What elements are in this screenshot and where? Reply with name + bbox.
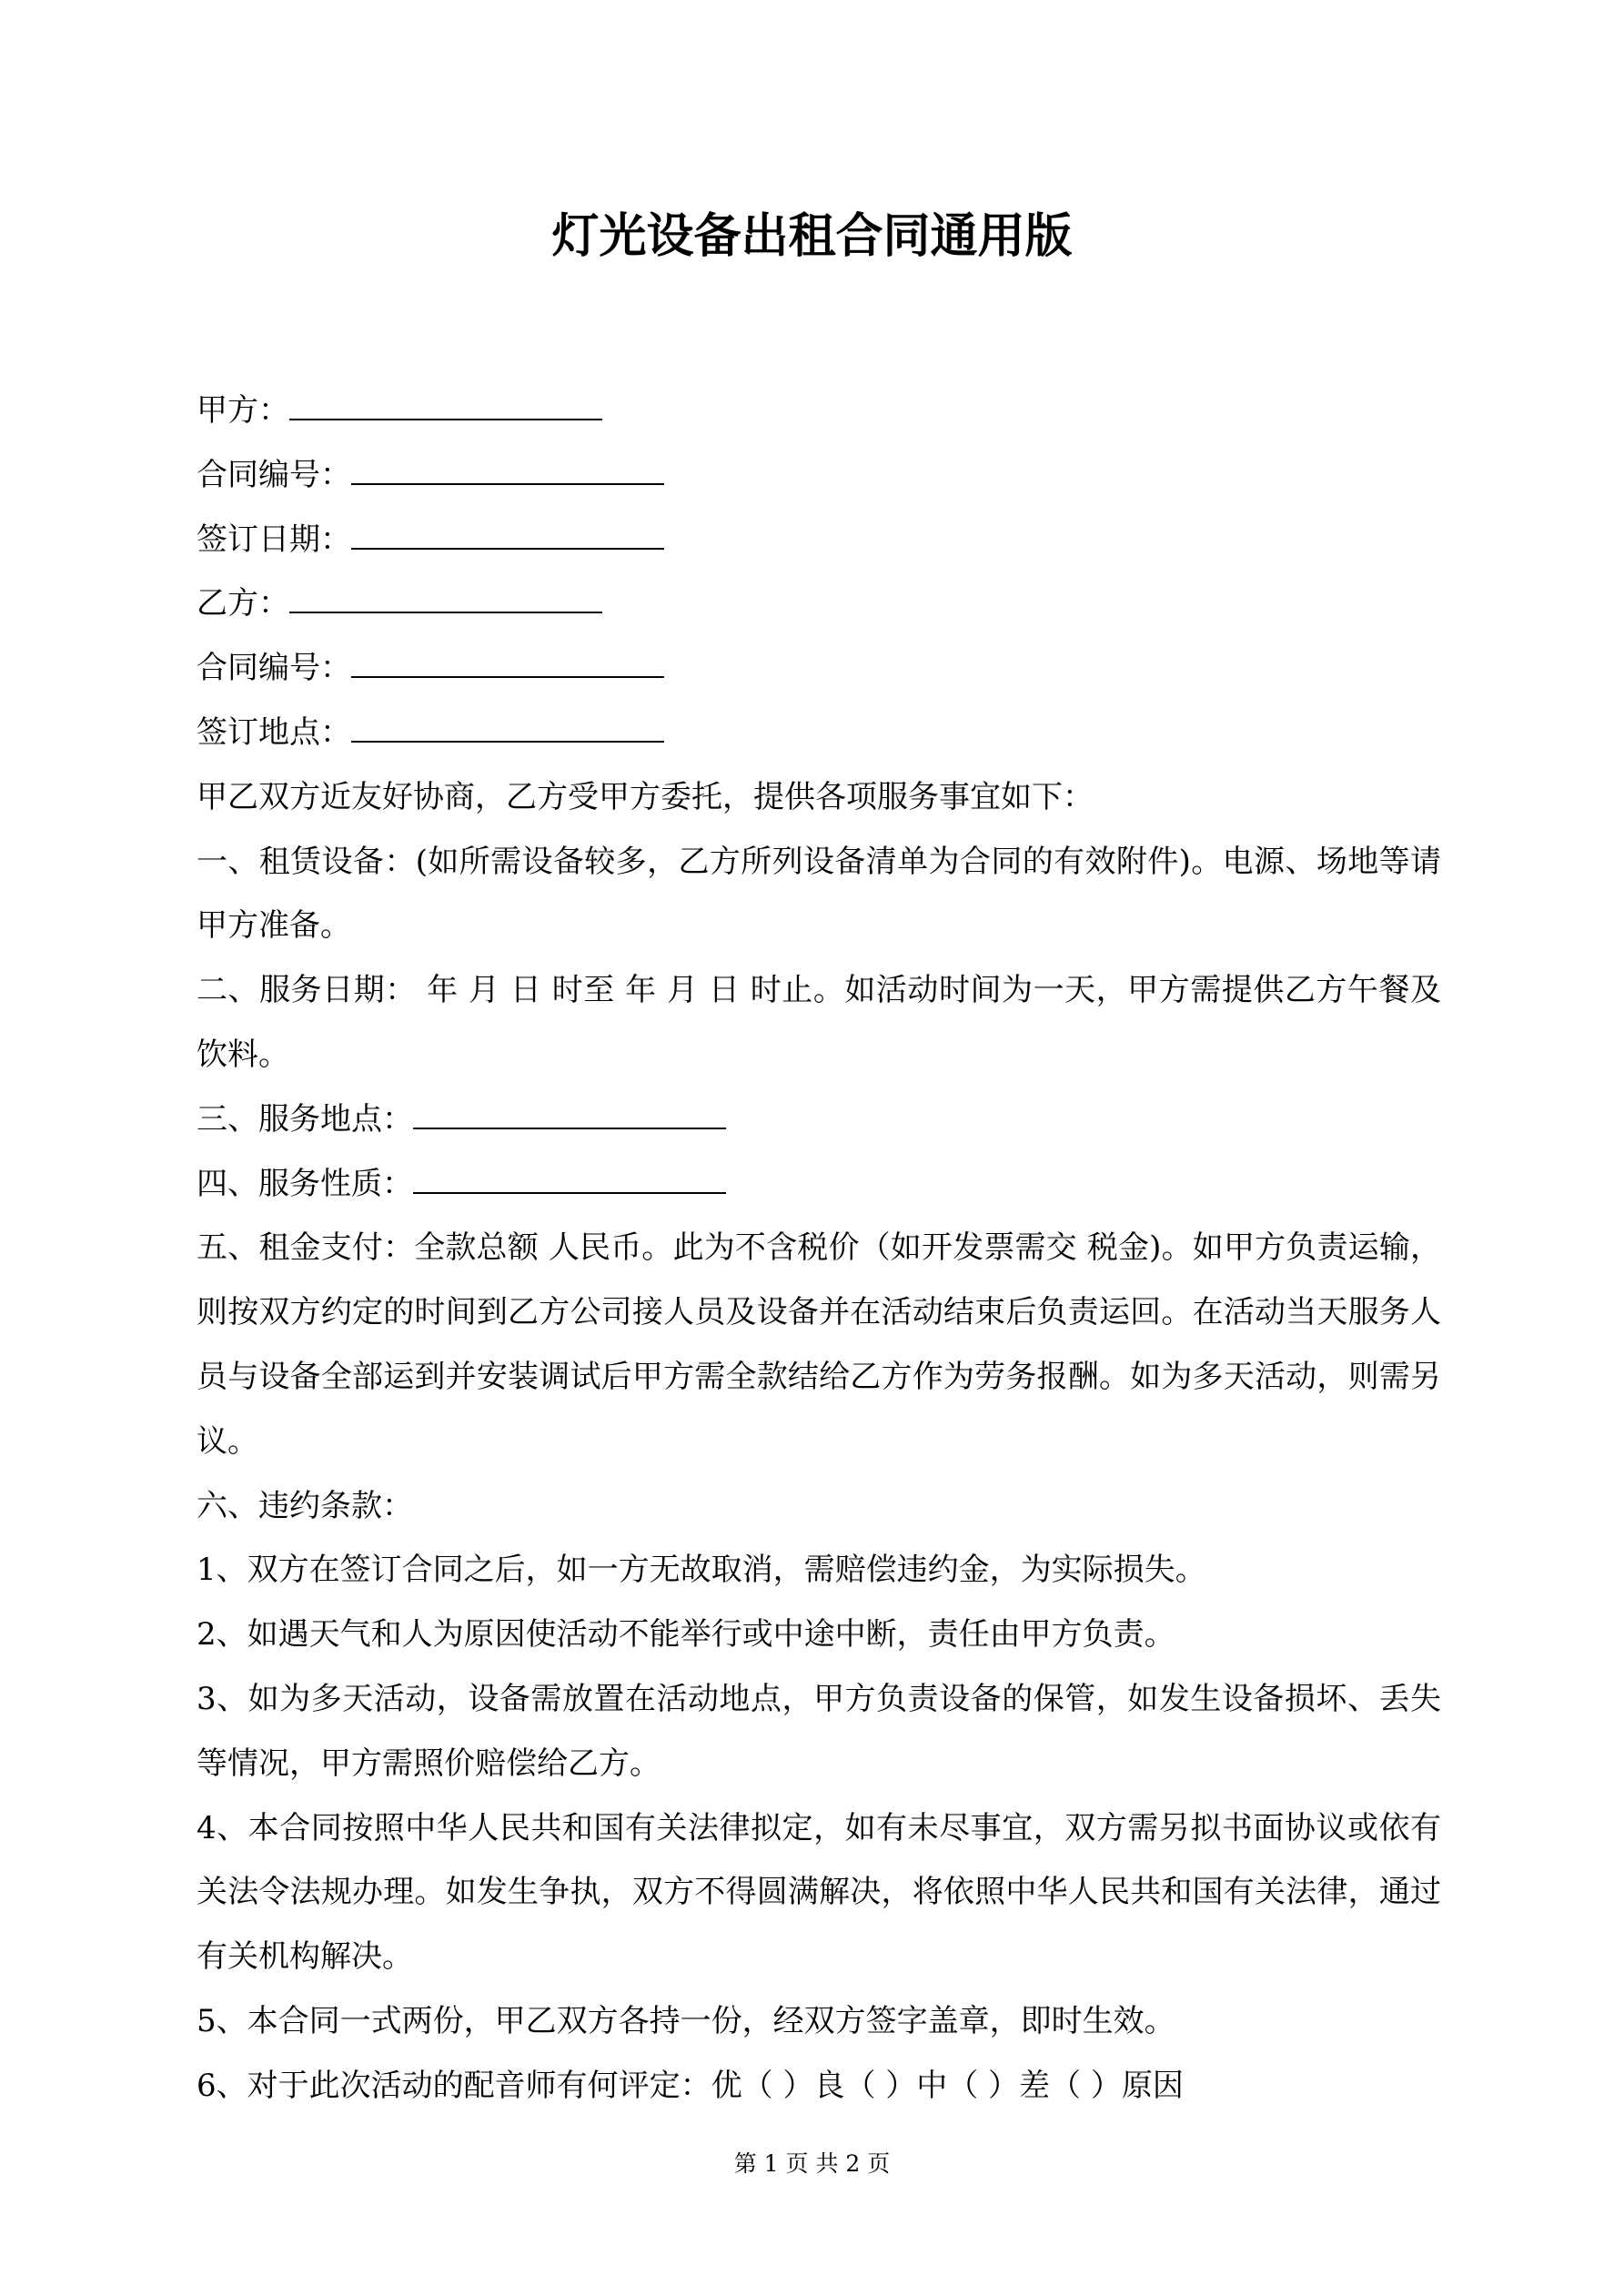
intro-paragraph: 甲乙双方近友好协商，乙方受甲方委托，提供各项服务事宜如下： xyxy=(197,778,1094,815)
blank-line[interactable] xyxy=(351,521,664,550)
field-label: 乙方： xyxy=(197,585,289,622)
clause-5: 五、租金支付：全款总额 人民币。此为不含税价（如开发票需交 税金)。如甲方负责运输，则按双方约定的时间到乙方公司接人员及设备并在活动结束后负责运回。在活动当天服务人员与设备全部运到并安装调试后甲方需全款结给乙方作为劳务报酬。如为多天活动，则需另议。 xyxy=(197,1229,1441,1460)
page-footer: 第 1 页 共 2 页 xyxy=(733,2150,891,2177)
blank-line[interactable] xyxy=(351,649,664,678)
clause-1: 一、租赁设备：(如所需设备较多，乙方所列设备清单为合同的有效附件)。电源、场地等请甲方准备。 xyxy=(197,843,1441,945)
blank-line[interactable] xyxy=(413,1165,726,1194)
field-party-b xyxy=(197,571,1441,636)
blank-line[interactable] xyxy=(289,584,602,613)
blank-line[interactable] xyxy=(351,456,664,485)
list-item: 6、对于此次活动的配音师有何评定：优（ ）良（ ）中（ ）差（ ）原因 xyxy=(197,2067,1184,2104)
field-label: 合同编号： xyxy=(197,650,351,687)
document-body xyxy=(197,379,1441,2119)
blank-line[interactable] xyxy=(289,391,602,420)
list-item: 5、本合同一式两份，甲乙双方各持一份，经双方签字盖章，即时生效。 xyxy=(197,2002,1175,2039)
field-party-a xyxy=(197,379,1441,443)
list-item: 1、双方在签订合同之后，如一方无故取消，需赔偿违约金，为实际损失。 xyxy=(197,1552,1206,1589)
list-item: 4、本合同按照中华人民共和国有关法律拟定，如有未尽事宜，双方需另拟书面协议或依有关法令法规办理。如发生争执，双方不得圆满解决，将依照中华人民共和国有关法律，通过有关机构解决。 xyxy=(197,1809,1441,1976)
field-sign-place xyxy=(197,701,1441,765)
clause-label: 三、服务地点： xyxy=(197,1100,413,1138)
clause-label: 四、服务性质： xyxy=(197,1165,413,1202)
document-title: 灯光设备出租合同通用版 xyxy=(551,208,1073,264)
field-label: 签订日期： xyxy=(197,521,351,558)
clause-2: 二、服务日期： 年 月 日 时至 年 月 日 时止。如活动时间为一天，甲方需提供乙方午餐及饮料。 xyxy=(197,972,1441,1073)
clause-3 xyxy=(197,1087,1441,1152)
clause-6: 六、违约条款： xyxy=(197,1487,413,1524)
field-sign-date xyxy=(197,508,1441,572)
field-contract-no xyxy=(197,443,1441,508)
field-label: 甲方： xyxy=(197,392,289,429)
field-label: 合同编号： xyxy=(197,456,351,493)
list-item: 3、如为多天活动，设备需放置在活动地点，甲方负责设备的保管，如发生设备损坏、丢失等情况，甲方需照价赔偿给乙方。 xyxy=(197,1680,1441,1782)
blank-line[interactable] xyxy=(351,713,664,743)
list-item: 2、如遇天气和人为原因使活动不能举行或中途中断，责任由甲方负责。 xyxy=(197,1616,1175,1654)
field-label: 签订地点： xyxy=(197,713,351,751)
blank-line[interactable] xyxy=(413,1100,726,1129)
field-contract-no-2 xyxy=(197,636,1441,701)
clause-4 xyxy=(197,1152,1441,1217)
